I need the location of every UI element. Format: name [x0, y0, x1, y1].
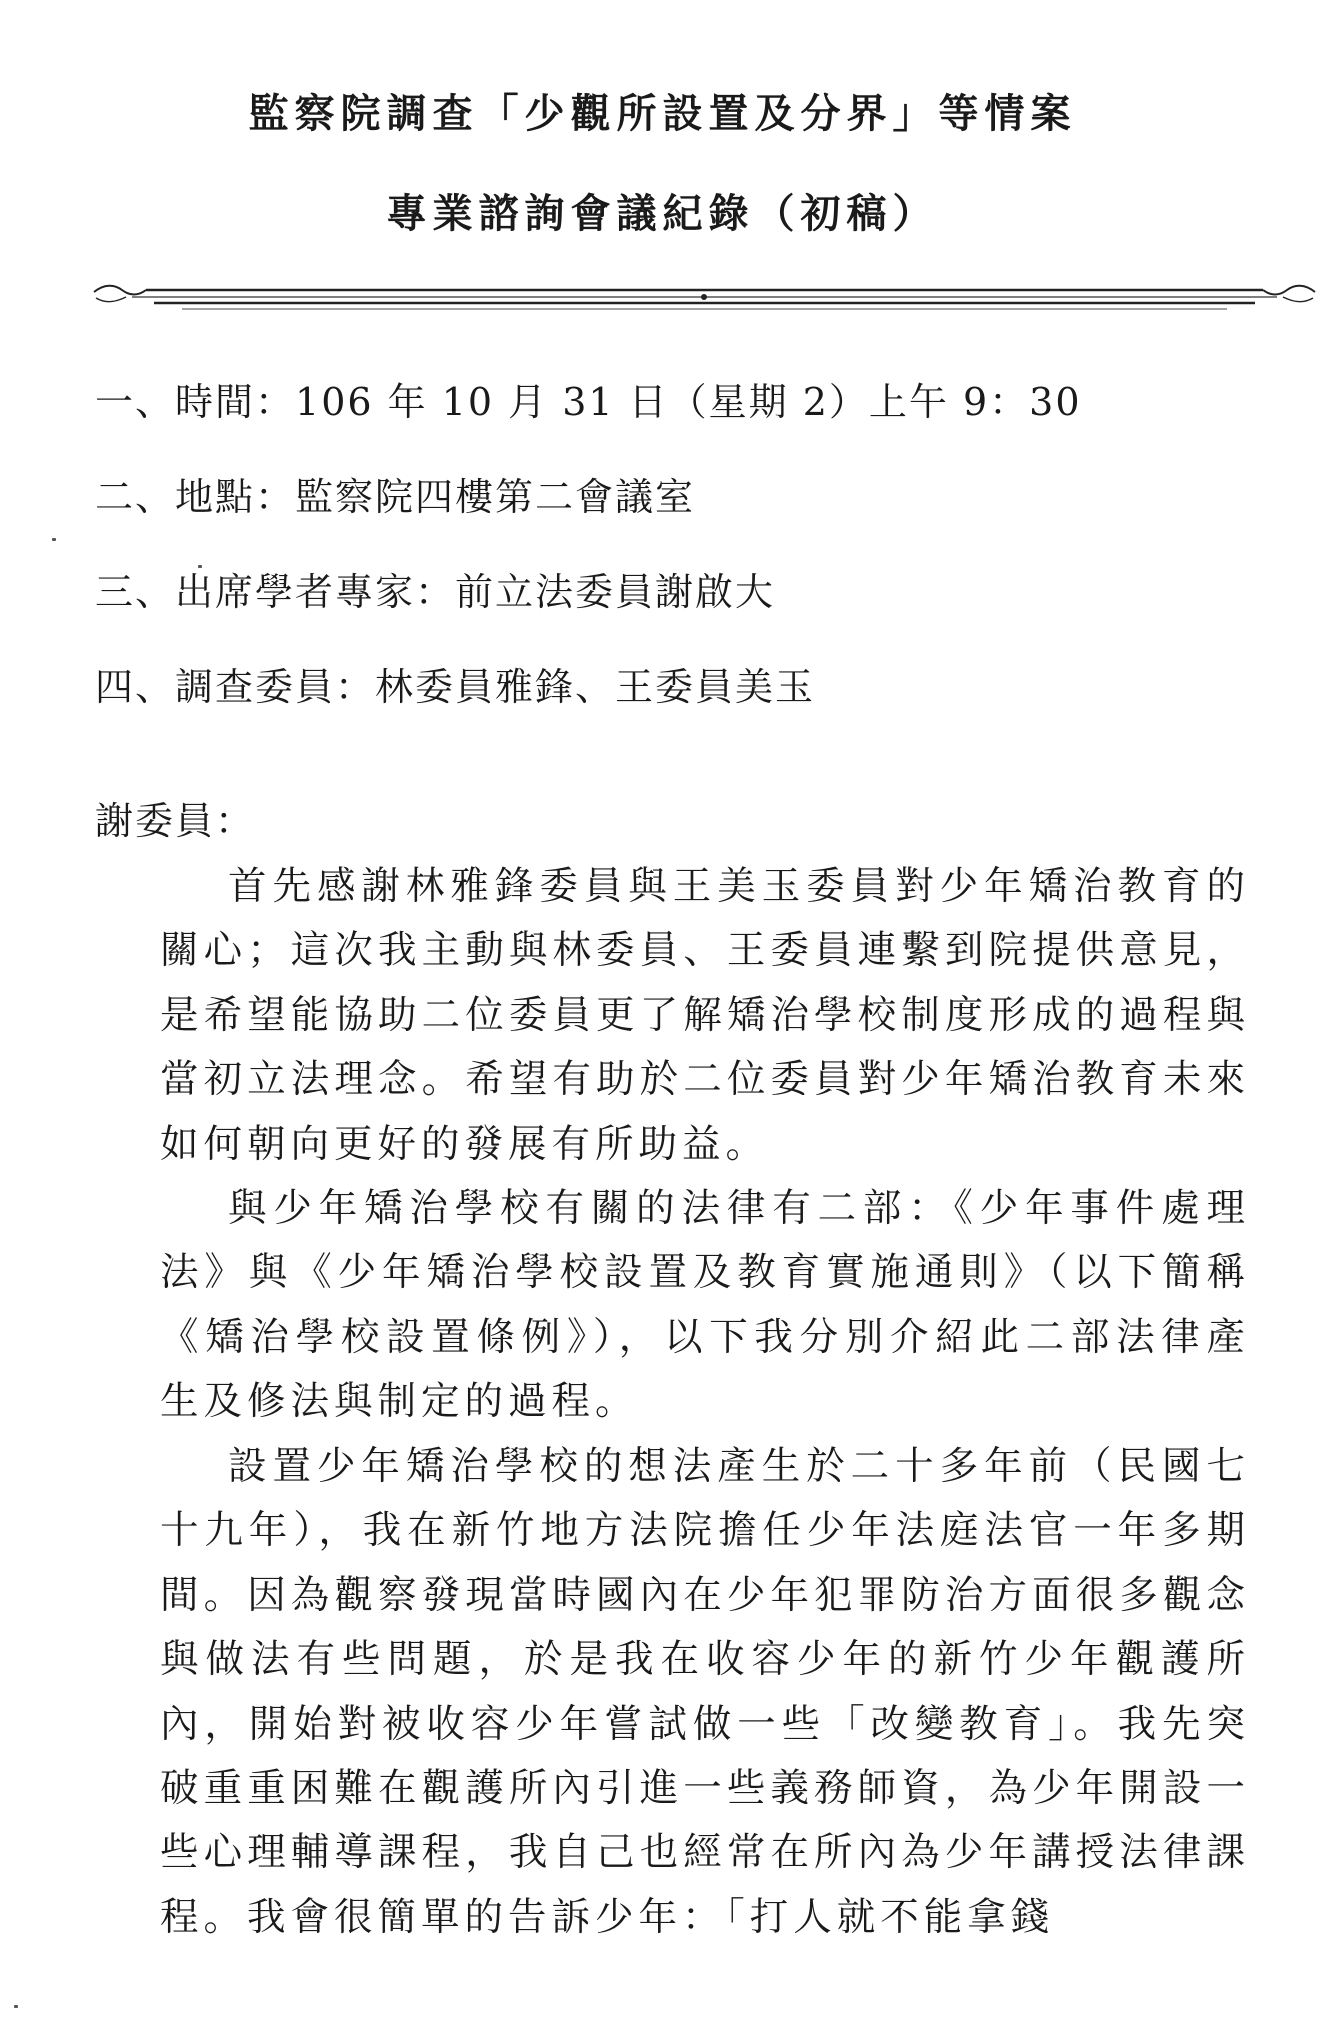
- document-title: 監察院調查「少觀所設置及分界」等情案: [248, 90, 1077, 137]
- item-label: 一、時間：: [95, 380, 296, 424]
- speaker-label: 謝委員：: [95, 799, 256, 843]
- item-label: 二、地點：: [95, 475, 296, 519]
- item-value: 監察院四樓第二會議室: [295, 475, 696, 519]
- scan-speck: [52, 538, 56, 541]
- scan-speck: [14, 2005, 18, 2008]
- item-value: 106 年 10 月 31 日（星期 2）上午 9：30: [295, 380, 1082, 424]
- decorative-divider: [92, 270, 1317, 320]
- meeting-location: [95, 466, 695, 521]
- body-paragraph: 與少年矯治學校有關的法律有二部：《少年事件處理法》與《少年矯治學校設置及教育實施通則》（以下簡稱《矯治學校設置條例》），以下我分別介紹此二部法律產生及修法與制定的過程。: [160, 1186, 1250, 1425]
- body-paragraph: 設置少年矯治學校的想法產生於二十多年前（民國七十九年），我在新竹地方法院擔任少年法庭法官一年多期間。因為觀察發現當時國內在少年犯罪防治方面很多觀念與做法有些問題，於是我在收容少年的新竹少年觀護所內，開始對被收容少年嘗試做一些「改變教育」。我先突破重重困難在觀護所內引進一些義務師資，為少年開設一些心理輔導課程，我自己也經常在所內為少年講授法律課程。我會很簡單的告訴少年：「打人就不能拿錢: [160, 1444, 1250, 1940]
- meeting-experts: [95, 561, 775, 616]
- item-label: 三、出席學者專家：: [95, 570, 456, 614]
- scan-speck: [198, 565, 202, 568]
- item-value: 前立法委員謝啟大: [455, 570, 776, 614]
- body-paragraph: 首先感謝林雅鋒委員與王美玉委員對少年矯治教育的關心；這次我主動與林委員、王委員連繫到院提供意見，是希望能協助二位委員更了解矯治學校制度形成的過程與當初立法理念。希望有助於二位委員對少年矯治教育未來如何朝向更好的發展有所助益。: [160, 864, 1250, 1167]
- item-value: 林委員雅鋒、王委員美玉: [375, 665, 816, 709]
- document-subtitle: 專業諮詢會議紀錄（初稿）: [386, 190, 939, 237]
- item-label: 四、調查委員：: [95, 665, 376, 709]
- meeting-commissioners: [95, 656, 815, 711]
- meeting-time: [95, 371, 1082, 426]
